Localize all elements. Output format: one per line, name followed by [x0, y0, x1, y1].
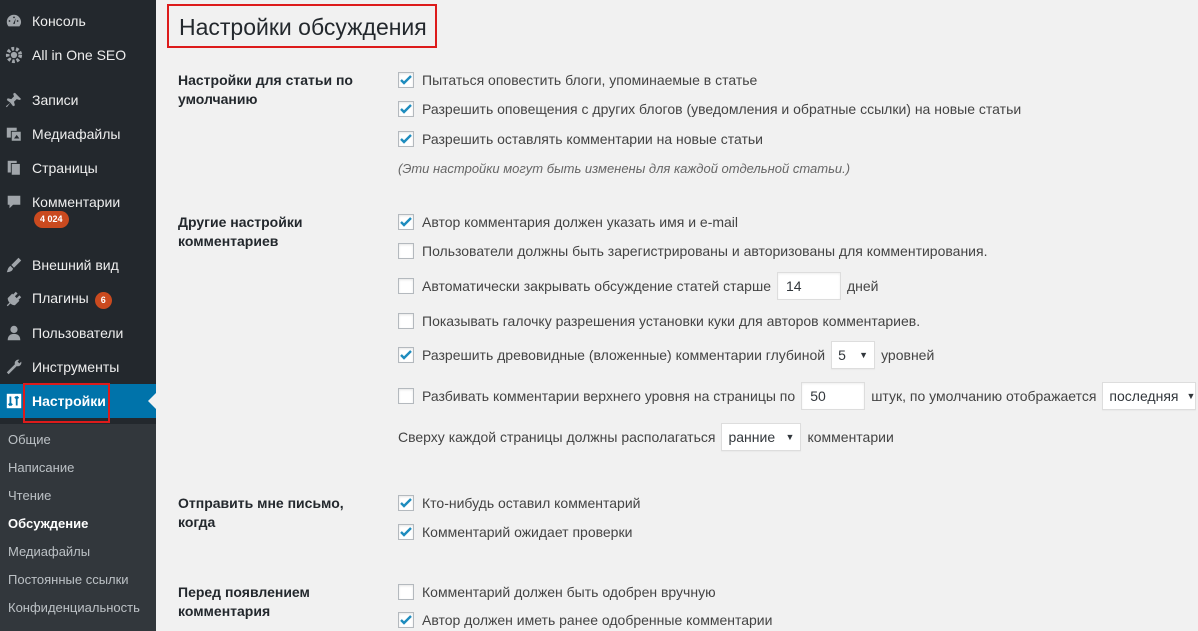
submenu-label: Конфиденциальность	[8, 600, 140, 615]
option-cookies-opt-in[interactable]	[398, 310, 920, 332]
checkbox[interactable]	[398, 278, 414, 294]
comment-order-select[interactable]	[721, 423, 801, 451]
thread-depth-select[interactable]	[831, 341, 875, 369]
wrench-icon	[4, 350, 24, 384]
option-label: Пытаться оповестить блоги, упоминаемые в статье	[422, 72, 758, 88]
option-comments-allow[interactable]	[398, 128, 763, 150]
checkbox[interactable]	[398, 72, 414, 88]
section-label-default-article: Настройки для статьи по умолчанию	[178, 72, 353, 107]
page-title-highlight	[167, 4, 437, 48]
option-label-suffix: дней	[846, 278, 879, 294]
submenu-item-general[interactable]	[0, 426, 156, 454]
sidebar-item-appearance[interactable]	[0, 248, 156, 282]
sidebar-item-posts[interactable]	[0, 83, 156, 117]
option-previously-approved[interactable]	[398, 609, 772, 631]
sidebar-item-label: Консоль	[32, 13, 86, 29]
comments-per-page-input[interactable]: 50	[801, 382, 865, 410]
submenu-item-reading[interactable]	[0, 482, 156, 510]
checkbox[interactable]	[398, 131, 414, 147]
sidebar-item-label: Внешний вид	[32, 257, 119, 273]
media-icon	[4, 117, 24, 151]
option-label: Кто-нибудь оставил комментарий	[422, 495, 641, 511]
option-manual-approval[interactable]	[398, 581, 716, 603]
highlight-box	[23, 383, 110, 423]
option-email-new-comment[interactable]	[398, 492, 640, 514]
gear-icon	[4, 38, 24, 72]
select-value: 5	[838, 347, 846, 363]
dashboard-icon	[4, 4, 24, 38]
admin-sidebar	[0, 0, 156, 631]
submenu-label: Обсуждение	[8, 516, 89, 531]
pages-icon	[4, 151, 24, 185]
submenu-item-writing[interactable]	[0, 454, 156, 482]
option-label: Пользователи должны быть зарегистрированы и авторизованы для комментирования.	[422, 243, 988, 259]
close-days-input[interactable]: 14	[777, 272, 841, 300]
sidebar-item-dashboard[interactable]	[0, 4, 156, 38]
option-label: Разрешить оповещения с других блогов (уведомления и обратные ссылки) на новые статьи	[422, 101, 1022, 117]
checkbox[interactable]	[398, 214, 414, 230]
pin-icon	[4, 83, 24, 117]
sidebar-item-label	[32, 290, 112, 309]
submenu-label: Чтение	[8, 488, 52, 503]
option-pingbacks-allow[interactable]	[398, 98, 1021, 120]
sidebar-item-aioseo[interactable]	[0, 38, 156, 72]
option-label: Комментарий ожидает проверки	[422, 524, 633, 540]
submenu-item-privacy[interactable]	[0, 594, 156, 622]
option-label: Разбивать комментарии верхнего уровня на страницы по	[422, 388, 796, 404]
sidebar-item-label: Инструменты	[32, 359, 120, 375]
default-page-select[interactable]	[1102, 382, 1196, 410]
option-label: Показывать галочку разрешения установки куки для авторов комментариев.	[422, 313, 921, 329]
sidebar-item-label: Настройки	[32, 393, 106, 409]
sidebar-item-comments[interactable]	[0, 185, 156, 231]
user-icon	[4, 316, 24, 350]
select-value: ранние	[728, 429, 776, 445]
checkbox[interactable]	[398, 584, 414, 600]
sidebar-item-pages[interactable]	[0, 151, 156, 185]
comment-icon	[4, 185, 24, 219]
sidebar-item-label: Пользователи	[32, 325, 124, 341]
option-label-suffix: уровней	[881, 347, 935, 363]
option-label: Автоматически закрывать обсуждение статей старше	[422, 278, 771, 294]
submenu-label: Медиафайлы	[8, 544, 91, 559]
sidebar-item-label: Комментарии	[32, 194, 121, 210]
checkbox[interactable]	[398, 612, 414, 628]
option-label: Автор комментария должен указать имя и e-mail	[422, 214, 739, 230]
option-label: Разрешить древовидные (вложенные) комментарии глубиной	[422, 347, 826, 363]
checkbox[interactable]	[398, 101, 414, 117]
sidebar-item-label: Медиафайлы	[32, 126, 121, 142]
chevron-down-icon: ▼	[859, 350, 869, 360]
option-page-comments	[398, 382, 1198, 410]
submenu-item-permalinks[interactable]	[0, 566, 156, 594]
option-label: Разрешить оставлять комментарии на новые статьи	[422, 131, 763, 147]
option-label-suffix: комментарии	[807, 429, 894, 445]
submenu-label: Постоянные ссылки	[8, 572, 129, 587]
checkbox[interactable]	[398, 347, 414, 363]
plugin-icon	[4, 282, 24, 316]
submenu-label: Общие	[8, 432, 51, 447]
section-label-email: Отправить мне письмо, когда	[178, 495, 344, 530]
sidebar-item-plugins[interactable]	[0, 282, 156, 316]
option-label: Автор должен иметь ранее одобренные комментарии	[422, 612, 773, 628]
settings-icon	[4, 384, 24, 418]
page-title: Настройки обсуждения	[179, 14, 427, 40]
sidebar-item-label: Записи	[32, 92, 79, 108]
sidebar-item-tools[interactable]	[0, 350, 156, 384]
chevron-down-icon: ▼	[1186, 391, 1196, 401]
option-label-middle: штук, по умолчанию отображается	[871, 388, 1097, 404]
checkbox[interactable]	[398, 388, 414, 404]
section-label-before-appears: Перед появлением комментария	[178, 584, 310, 619]
sidebar-item-users[interactable]	[0, 316, 156, 350]
option-pingback[interactable]	[398, 69, 757, 91]
submenu-item-media[interactable]	[0, 538, 156, 566]
option-require-name-email[interactable]	[398, 211, 738, 233]
default-settings-note: (Эти настройки могут быть изменены для каждой отдельной статьи.)	[398, 161, 851, 176]
submenu-label: Написание	[8, 460, 75, 475]
sidebar-item-label: All in One SEO	[32, 47, 127, 63]
sidebar-item-label: Страницы	[32, 160, 98, 176]
select-value: последняя	[1109, 388, 1179, 404]
sidebar-item-text: Плагины	[32, 289, 89, 306]
checkbox[interactable]	[398, 495, 414, 511]
option-comment-order	[398, 423, 894, 451]
option-registration-required[interactable]	[398, 240, 987, 262]
section-label-other: Другие настройки комментариев	[178, 214, 303, 249]
comments-count-badge: 4 024	[34, 211, 69, 228]
checkbox[interactable]	[398, 524, 414, 540]
chevron-down-icon: ▼	[785, 432, 795, 442]
checkbox[interactable]	[398, 243, 414, 259]
option-label: Сверху каждой страницы должны располагаться	[398, 429, 716, 445]
checkbox[interactable]	[398, 313, 414, 329]
option-close-comments	[398, 272, 879, 300]
sidebar-item-media[interactable]	[0, 117, 156, 151]
option-threaded-comments	[398, 341, 934, 369]
option-label: Комментарий должен быть одобрен вручную	[422, 584, 716, 600]
brush-icon	[4, 248, 24, 282]
submenu-item-discussion[interactable]	[0, 510, 156, 538]
plugins-update-badge: 6	[95, 292, 112, 309]
option-email-moderation[interactable]	[398, 521, 632, 543]
